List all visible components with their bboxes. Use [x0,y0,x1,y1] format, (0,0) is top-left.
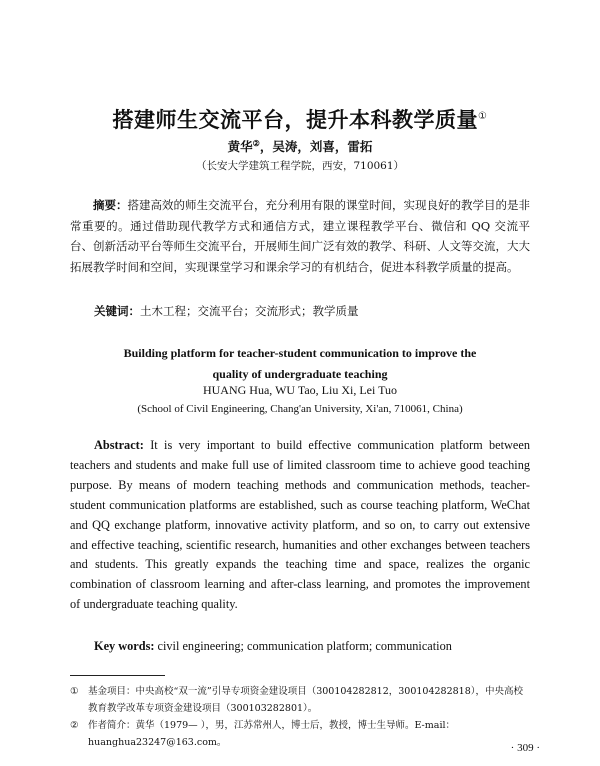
chinese-affiliation: （长安大学建筑工程学院，西安，710061） [195,160,405,172]
chinese-keywords-text: 土木工程；交流平台；交流形式；教学质量 [140,304,359,318]
footnote-mark: ② [70,720,79,731]
footnote-text: 基金项目：中央高校“双一流”引导专项资金建设项目（300104282812，300104282818），中央高校教育教学改革专项资金建设项目（300103282801）。 [88,686,524,714]
english-authors: HUANG Hua, WU Tao, Liu Xi, Lei Tuo [202,383,398,397]
english-title-line-1: Building platform for teacher-student communication to improve the [123,346,477,360]
chinese-abstract-text: 搭建高效的师生交流平台，充分利用有限的课堂时间，实现良好的教学目的是非常重要的。通过借助现代教学方式和通信方式，建立课程教学平台、微信和 QQ 交流平台、创新活动平台等师生交流平台，开展师生间广泛有效的教学、科研、人文等交流，大大拓展教学时间和空间，实现课堂学习和课余学习的有机结合，促进本科教学质量的提高。 [70,198,530,274]
english-keywords [94,639,530,654]
english-keywords-label: Key words: [94,639,155,653]
chinese-abstract-label: 摘要： [93,198,128,212]
footnote-mark: ① [70,686,79,697]
page-number: · 309 · [510,742,540,754]
chinese-keywords-label: 关键词： [94,304,140,318]
footnote-text: 作者简介：黄华（1979— ），男，江苏常州人，博士后，教授，博士生导师。E-mail：huanghua23247@163.com。 [88,720,456,748]
english-keywords-text: civil engineering; communication platform; communication [157,639,452,653]
title-footnote-mark: ① [478,111,488,122]
footnote-divider [70,675,165,676]
footnote-author-bio [70,717,532,751]
english-title [0,343,600,385]
chinese-title: 搭建师生交流平台，提升本科教学质量① [112,108,488,132]
english-affiliation: (School of Civil Engineering, Chang'an University, Xi'an, 710061, China) [137,403,463,415]
english-title-line-2: quality of undergraduate teaching [212,367,388,381]
author-footnote-mark: ② [252,138,260,148]
english-abstract-label: Abstract: [94,438,144,452]
footnote-funding [70,683,532,717]
english-abstract [70,436,530,615]
chinese-authors: 黄华②，吴涛，刘喜，雷拓 [227,138,373,154]
chinese-abstract [70,195,530,277]
english-abstract-text: It is very important to build effective communication platform between teachers and students and make full use of limited classroom time to achieve good teaching purpose. By means of modern teaching methods and communication methods, teacher-student communication platforms are established, such as course teaching platform, WeChat and QQ exchange platform, innovative activity platform, and so on, to carry out extensive and effective teaching, scientific research, humanities and other exchanges between teachers and students. This greatly expands the teaching time and space, realizes the organic combination of classroom learning and after-class learning, and promotes the improvement of undergraduate teaching quality. [70,438,530,612]
footnotes [70,683,532,751]
chinese-keywords [94,303,534,319]
